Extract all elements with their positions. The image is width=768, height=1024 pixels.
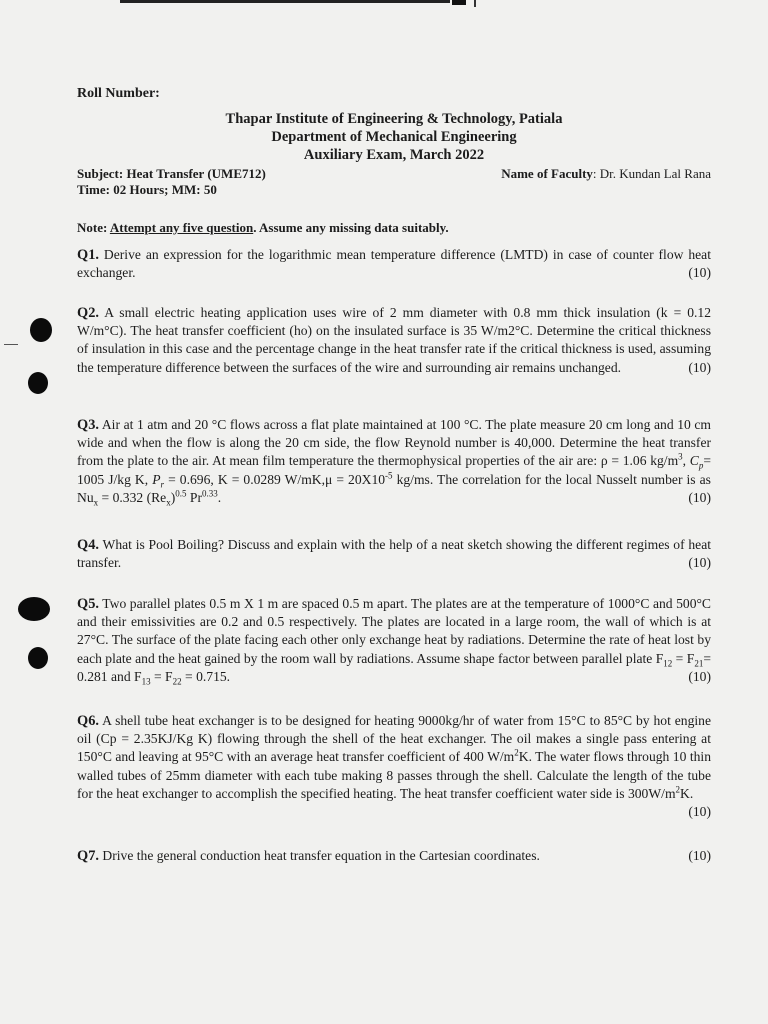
question-2: Q2. A small electric heating application uses wire of 2 mm diameter with 0.8 mm thick insulation (k = 0.12 W/m°C). The heat transfer coefficient (ho) on the insulated surface is 35 W/m2°C. Determine the critical thickness of insulation in this case and the percentage change in the heat transfer rate if the critical thickness is used, assuming the temperature difference between the surfaces of the wire and surrounding air remains unchanged. (10)	[77, 305, 711, 375]
question-3: Q3. Air at 1 atm and 20 °C flows across a flat plate maintained at 100 °C. The plate measure 20 cm long and 10 cm wide and when the flow is along the 20 cm side, the flow Reynold number is 40,000. Determine the heat transfer from the plate to the air. At mean film temperature the thermophysical properties of the air are: ρ = 1.06 $kg/m^3$, $C_p= 1005$ J/kg K, $P_r = 0.696$, K = 0.0289 $W/mK,\mu = 20X10^{-5}$ kg/ms. The correlation for the local Nusselt number is as $Nu_x = 0.332$ $(Re_x)^{0.5}$ $Pr^{0.33}$. (10)	[77, 417, 711, 508]
punch-hole	[18, 597, 50, 621]
question-1: Q1. Derive an expression for the logarithmic mean temperature difference (LMTD) in case of counter flow heat exchanger. (10)	[77, 247, 711, 281]
time-marks: Time: 02 Hours; MM: 50	[77, 182, 217, 197]
question-4: Q4. What is Pool Boiling? Discuss and explain with the help of a neat sketch showing the different regimes of heat transfer. (10)	[77, 537, 712, 571]
question-5: Q5. Two parallel plates 0.5 m X 1 m are spaced 0.5 m apart. The plates are at the temperature of 1000°C and 500°C and their emissivities are 0.2 and 0.5 respectively. The plates are located in a large room, the wall of which is at 27°C. The surface of the plate facing each other only exchange heat by radiations. Determine the rate of heat lost by each plate and the heat gained by the room wall by radiations. Assume shape factor between parallel plate $F_{12} = F_{21}= 0.281$ and $F_{13} = F_{22} = 0.715$. (10)	[77, 596, 711, 687]
faculty: Name of Faculty: Dr. Kundan Lal Rana	[501, 166, 711, 181]
punch-hole	[28, 372, 48, 394]
punch-hole	[28, 647, 48, 669]
roll-number-label: Roll Number:	[77, 86, 160, 101]
question-6: Q6. A shell tube heat exchanger is to be designed for heating 9000kg/hr of water from 15°C to 85°C by hot engine oil (Cp = 2.35KJ/Kg K) flowing through the shell of the heat exchanger. The oil makes a single pass entering at 150°C and leaving at 95°C with an average heat transfer coefficient of 400 $W/m^2K$. The water flows through 10 thin walled tubes of 25mm diameter with each tube making 8 passes through the shell. Calculate the length of the tube for the heat exchanger to accomplish the specified heating. The heat transfer coefficient water side is $300W/m^2K$. (10)	[77, 713, 711, 820]
punch-hole	[30, 318, 52, 342]
department-name: Department of Mechanical Engineering	[271, 129, 517, 145]
scan-mark	[4, 344, 18, 345]
question-7: Q7. Drive the general conduction heat transfer equation in the Cartesian coordinates. (10)	[77, 848, 711, 864]
institute-name: Thapar Institute of Engineering & Technology, Patiala	[225, 111, 563, 127]
note: Note: Attempt any five question. Assume any missing data suitably.	[77, 220, 449, 235]
subject: Subject: Heat Transfer (UME712)	[77, 166, 266, 181]
exam-title: Auxiliary Exam, March 2022	[303, 147, 485, 163]
questions	[77, 0, 711, 1024]
